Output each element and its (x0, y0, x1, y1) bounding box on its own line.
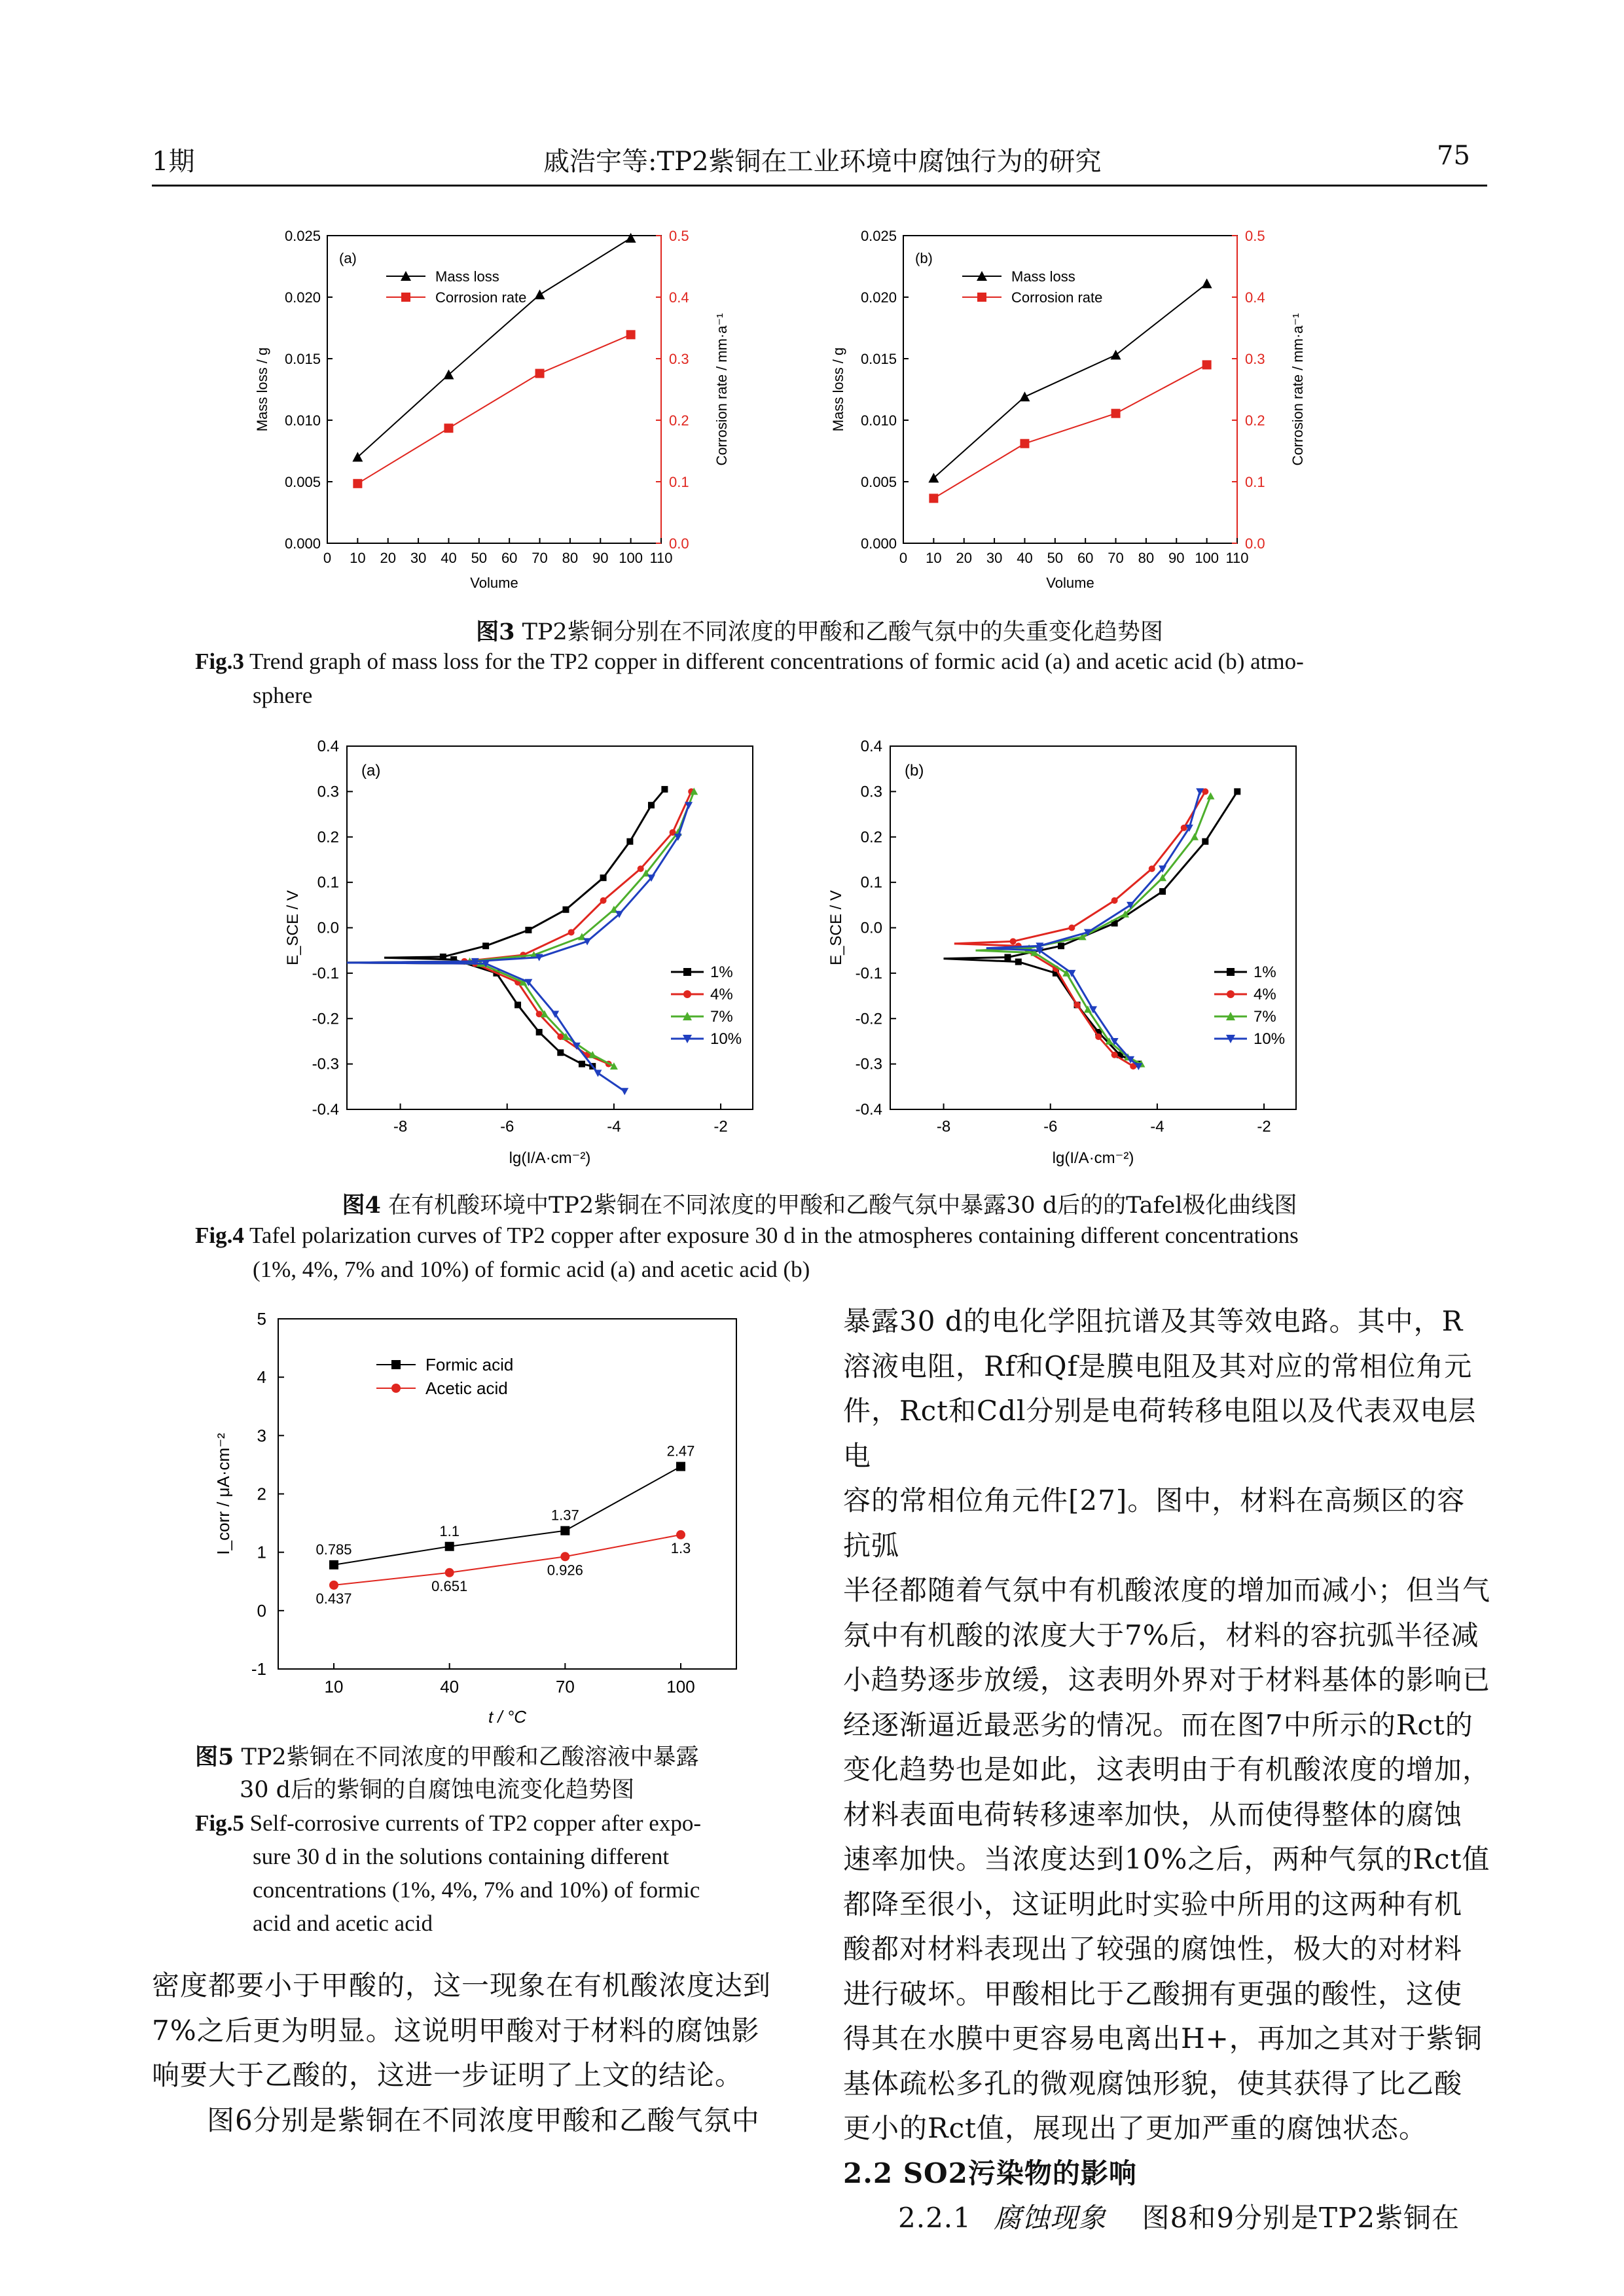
data-point (329, 1581, 338, 1590)
x-axis-label: Volume (1046, 575, 1094, 591)
curve-marker (1010, 938, 1017, 944)
series-line (933, 283, 1206, 478)
data-label: 0.651 (431, 1577, 468, 1594)
fig4-caption-cn-num: 图4 (342, 1192, 381, 1219)
x-tick-label: -6 (500, 1118, 514, 1136)
subsection-title: 腐蚀现象 (994, 2202, 1107, 2234)
subsection-text: 图8和9分别是TP2紫铜在 (1142, 2202, 1460, 2234)
data-point (445, 1542, 454, 1551)
y-tick-label: 0.015 (860, 351, 897, 367)
data-point (626, 233, 636, 243)
data-point (535, 289, 545, 299)
y-axis-label: Mass loss / g (254, 347, 270, 432)
data-point (1111, 350, 1121, 359)
legend-label: 1% (1254, 963, 1276, 981)
y2-tick-label: 0.4 (1245, 289, 1265, 306)
series-line (357, 334, 630, 483)
data-point (329, 1560, 338, 1570)
x-tick-label: 40 (1017, 550, 1033, 566)
y2-axis-label: Corrosion rate / mm·a⁻¹ (713, 313, 730, 466)
right-line: 变化趋势也是如此，这表明由于有机酸浓度的增加， (843, 1753, 1491, 1785)
y-tick-label: 0.005 (860, 474, 897, 490)
data-point (1202, 360, 1212, 369)
left-line: 响要大于乙酸的，这进一步证明了上文的结论。 (152, 2059, 744, 2091)
right-line: 容的常相位角元件[27]。图中，材料在高频区的容抗弧 (843, 1484, 1466, 1562)
series-line (933, 365, 1206, 498)
curve-marker (536, 1029, 543, 1035)
right-line: 都降至很小，这证明此时实验中所用的这两种有机 (843, 1888, 1463, 1920)
right-body-text (843, 1299, 1491, 2241)
curve-marker (600, 874, 607, 881)
y-tick-label: 0.1 (860, 874, 882, 892)
fig3-caption-en-num: Fig.3 (195, 649, 244, 674)
curve-marker (1004, 954, 1011, 961)
curve-marker (1095, 1033, 1102, 1040)
legend-marker (683, 990, 691, 998)
curve-marker (661, 786, 668, 793)
fig3-caption-cn-text: TP2紫铜分别在不同浓度的甲酸和乙酸气氛中的失重变化趋势图 (522, 619, 1163, 645)
fig5-caption-en-1: Self-corrosive currents of TP2 copper after expo- (249, 1810, 701, 1836)
right-line: 小趋势逐步放缓，这表明外界对于材料基体的影响已 (843, 1664, 1491, 1696)
right-line: 半径都随着气氛中有机酸浓度的增加而减小；但当气 (843, 1574, 1491, 1606)
data-point (445, 1568, 454, 1577)
curve-marker (482, 942, 489, 949)
x-axis-label: Volume (470, 575, 518, 591)
legend-label: Corrosion rate (435, 289, 527, 306)
x-tick-label: -2 (713, 1118, 728, 1136)
y-tick-label: 0.010 (860, 412, 897, 429)
series-line (334, 1535, 681, 1585)
y-tick-label: 5 (257, 1309, 266, 1329)
y-tick-label: 0.2 (860, 828, 882, 846)
y-axis-label: E_SCE / V (827, 890, 845, 965)
data-point (535, 369, 545, 378)
curve-anodic (347, 791, 694, 963)
y-tick-label: 2 (257, 1484, 266, 1504)
y-tick-label: 0.025 (284, 228, 321, 244)
y2-tick-label: 0.2 (669, 412, 689, 429)
y-tick-label: 0.020 (860, 289, 897, 306)
data-point (560, 1526, 569, 1535)
legend-label: 10% (710, 1030, 742, 1048)
data-point (626, 330, 636, 339)
curve-marker (638, 865, 644, 872)
right-line: 速率加快。当浓度达到10%之后，两种气氛的Rct值 (843, 1843, 1490, 1875)
fig3-caption-cn (152, 614, 1487, 647)
right-line: 材料表面电荷转移速率加快，从而使得整体的腐蚀 (843, 1798, 1463, 1831)
right-line: 得其在水膜中更容易电离出H+，再加之其对于紫铜 (843, 2022, 1483, 2054)
x-tick-label: 40 (440, 1677, 460, 1696)
y-tick-label: 1 (257, 1542, 266, 1562)
y-tick-label: 0.020 (284, 289, 321, 306)
fig4a-chart (281, 740, 805, 1172)
y-tick-label: -1 (251, 1659, 266, 1679)
y-tick-label: 0 (257, 1600, 266, 1621)
curve-marker (568, 929, 575, 935)
right-line: 基体疏松多孔的微观腐蚀形貌，使其获得了比乙酸 (843, 2067, 1463, 2100)
y-axis-label: I_corr / μA·cm⁻² (213, 1433, 233, 1555)
data-point (1202, 278, 1212, 288)
plot-frame (347, 746, 753, 1109)
curve-marker (600, 897, 607, 904)
legend-label: 1% (710, 963, 733, 981)
curve-marker (1234, 788, 1240, 795)
x-axis-label: lg(I/A·cm⁻²) (1052, 1149, 1134, 1167)
fig5-caption-cn-num: 图5 (195, 1744, 234, 1770)
page-number: 75 (1437, 141, 1470, 171)
section-heading: 2.2 SO2污染物的影响 (843, 2157, 1137, 2189)
x-tick-label: 30 (410, 550, 427, 566)
curve-marker (1111, 1052, 1118, 1058)
curve-marker (1202, 838, 1208, 845)
data-point (676, 1462, 685, 1471)
series-line (334, 1467, 681, 1565)
y2-tick-label: 0.0 (1245, 535, 1265, 552)
legend-label: 7% (710, 1008, 733, 1026)
x-tick-label: 30 (986, 550, 1003, 566)
x-tick-label: -4 (1150, 1118, 1164, 1136)
fig5-caption-en-4: acid and acetic acid (253, 1910, 433, 1936)
fig5-caption-en (195, 1806, 771, 1940)
legend-label: 4% (1254, 986, 1276, 1003)
y-tick-label: -0.2 (855, 1010, 882, 1028)
panel-label: (b) (915, 250, 933, 266)
y-axis-label: Mass loss / g (830, 347, 846, 432)
right-line: 进行破坏。甲酸相比于乙酸拥有更强的酸性，这使 (843, 1977, 1463, 2010)
x-tick-label: -6 (1043, 1118, 1058, 1136)
fig5-chart (196, 1302, 772, 1734)
curve-anodic (976, 796, 1211, 950)
fig3a-chart (249, 223, 772, 602)
data-label: 1.1 (439, 1522, 460, 1539)
left-line: 密度都要小于甲酸的，这一现象在有机酸浓度达到 (152, 1969, 772, 2001)
data-point (1111, 409, 1121, 418)
fig5-caption-en-3: concentrations (1%, 4%, 7% and 10%) of formic (253, 1877, 700, 1903)
data-point (1020, 439, 1029, 448)
x-tick-label: 70 (555, 1677, 575, 1696)
legend-marker (977, 293, 986, 302)
x-tick-label: 10 (926, 550, 942, 566)
y2-tick-label: 0.3 (669, 351, 689, 367)
x-tick-label: 10 (350, 550, 366, 566)
fig5-caption-cn-2: 30 d后的紫铜的自腐蚀电流变化趋势图 (240, 1777, 635, 1803)
x-tick-label: -8 (393, 1118, 408, 1136)
curve-marker (1191, 833, 1199, 840)
x-tick-label: 50 (1047, 550, 1064, 566)
y2-tick-label: 0.3 (1245, 351, 1265, 367)
left-body-text (152, 1964, 787, 2143)
curve-marker (525, 927, 532, 933)
data-point (676, 1530, 685, 1539)
curve-cathodic (976, 950, 1142, 1064)
left-line: 7%之后更为明显。这说明甲酸对于材料的腐蚀影 (152, 2014, 760, 2047)
data-label: 0.785 (316, 1541, 352, 1558)
fig5-caption-cn-1: TP2紫铜在不同浓度的甲酸和乙酸溶液中暴露 (241, 1744, 699, 1770)
y-tick-label: 0.3 (317, 783, 339, 801)
y-tick-label: 0.3 (860, 783, 882, 801)
curve-marker (1074, 1001, 1081, 1008)
fig3-caption-en-2: sphere (253, 683, 313, 708)
data-point (929, 493, 938, 503)
legend-marker (401, 293, 410, 302)
data-point (560, 1552, 569, 1561)
y2-tick-label: 0.1 (669, 474, 689, 490)
y-tick-label: 0.015 (284, 351, 321, 367)
data-point (1019, 391, 1030, 401)
curve-marker (1058, 942, 1064, 949)
y-tick-label: 0.4 (860, 738, 882, 755)
curve-marker (1149, 865, 1155, 872)
curve-marker (557, 1049, 564, 1056)
curve-marker (562, 906, 569, 913)
data-label: 0.437 (316, 1590, 352, 1607)
legend-label: Mass loss (435, 268, 499, 285)
fig3b-chart (825, 223, 1348, 602)
y2-tick-label: 0.5 (1245, 228, 1265, 244)
curve-anodic (347, 791, 691, 963)
legend-label: Formic acid (425, 1355, 514, 1374)
y2-tick-label: 0.4 (669, 289, 689, 306)
right-line: 更小的Rct值，展现出了更加严重的腐蚀状态。 (843, 2112, 1428, 2144)
x-tick-label: -4 (607, 1118, 621, 1136)
data-point (353, 479, 362, 488)
curve-marker (1111, 897, 1118, 904)
y-tick-label: 0.000 (284, 535, 321, 552)
right-line: 酸都对材料表现出了较强的腐蚀性，极大的对材料 (843, 1933, 1463, 1965)
x-tick-label: 80 (562, 550, 579, 566)
data-label: 2.47 (666, 1443, 695, 1460)
x-tick-label: -2 (1257, 1118, 1271, 1136)
y2-tick-label: 0.5 (669, 228, 689, 244)
x-tick-label: 20 (380, 550, 396, 566)
curve-cathodic (347, 963, 609, 1064)
legend-marker (391, 1360, 401, 1369)
fig4-caption-en (195, 1219, 1465, 1287)
x-tick-label: 0 (323, 550, 332, 566)
x-tick-label: 90 (592, 550, 609, 566)
y-tick-label: 0.0 (860, 919, 882, 937)
y-tick-label: 0.000 (860, 535, 897, 552)
x-tick-label: 0 (899, 550, 908, 566)
curve-anodic (954, 791, 1205, 943)
x-axis-label: t / °C (488, 1707, 527, 1727)
fig5-caption-en-2: sure 30 d in the solutions containing different (253, 1844, 670, 1869)
right-line: 经逐渐逼近最恶劣的情况。而在图7中所示的Rct的 (843, 1708, 1473, 1741)
legend-marker (683, 968, 691, 976)
x-tick-label: 110 (649, 550, 673, 566)
legend-label: Corrosion rate (1011, 289, 1103, 306)
curve-cathodic (954, 944, 1133, 1066)
right-line: 氛中有机酸的浓度大于7%后，材料的容抗弧半径减 (843, 1619, 1479, 1651)
curve-marker (1159, 888, 1166, 895)
curve-cathodic (986, 948, 1139, 1066)
curve-cathodic (347, 963, 624, 1091)
x-tick-label: 110 (1225, 550, 1249, 566)
x-tick-label: 90 (1168, 550, 1185, 566)
legend-marker (1227, 990, 1235, 998)
y-tick-label: 0.2 (317, 828, 339, 846)
y-tick-label: -0.1 (312, 964, 339, 982)
fig4-caption-cn (152, 1187, 1487, 1220)
y2-tick-label: 0.1 (1245, 474, 1265, 490)
curve-marker (579, 1061, 585, 1067)
right-line: 暴露30 d的电化学阻抗谱及其等效电路。其中，R (843, 1305, 1464, 1337)
legend-label: 4% (710, 986, 733, 1003)
curve-marker (621, 1088, 628, 1095)
y-tick-label: 0.005 (284, 474, 321, 490)
data-label: 1.3 (670, 1539, 691, 1556)
fig3-caption-en-1: Trend graph of mass loss for the TP2 copper in different concentrations of formic acid (a) and acetic acid (b) atmo- (249, 649, 1304, 674)
curve-marker (1068, 925, 1075, 931)
y-tick-label: 0.4 (317, 738, 339, 755)
x-tick-label: -8 (936, 1118, 951, 1136)
y-tick-label: -0.2 (312, 1010, 339, 1028)
legend-marker (391, 1384, 401, 1393)
header-rule (152, 185, 1487, 187)
panel-label: (b) (905, 762, 924, 780)
y-tick-label: -0.3 (312, 1055, 339, 1073)
subsection-line (843, 2196, 1491, 2241)
journal-issue: 1期 (152, 147, 195, 177)
curve-cathodic (347, 963, 614, 1066)
x-tick-label: 100 (619, 550, 643, 566)
fig3-caption-cn-num: 图3 (476, 619, 515, 645)
y-tick-label: 0.010 (284, 412, 321, 429)
y2-tick-label: 0.0 (669, 535, 689, 552)
fig5-caption-en-num: Fig.5 (195, 1810, 244, 1836)
data-point (444, 423, 453, 433)
legend-marker (1227, 968, 1235, 976)
y-tick-label: -0.1 (855, 964, 882, 982)
curve-marker (648, 802, 655, 808)
y-tick-label: 3 (257, 1426, 266, 1446)
legend-label: Acetic acid (425, 1378, 508, 1398)
curve-marker (626, 838, 633, 845)
curve-marker (514, 1001, 521, 1008)
x-tick-label: 80 (1138, 550, 1155, 566)
y-tick-label: -0.4 (312, 1101, 339, 1119)
fig5-caption-cn (195, 1741, 784, 1806)
data-label: 0.926 (547, 1562, 583, 1579)
y-tick-label: -0.4 (855, 1101, 882, 1119)
panel-label: (a) (361, 762, 381, 780)
left-line: 图6分别是紫铜在不同浓度甲酸和乙酸气氛中 (207, 2104, 760, 2136)
y-tick-label: 4 (257, 1367, 266, 1388)
x-tick-label: 100 (1195, 550, 1219, 566)
x-tick-label: 60 (1077, 550, 1094, 566)
x-tick-label: 60 (501, 550, 518, 566)
x-axis-label: lg(I/A·cm⁻²) (509, 1149, 591, 1167)
curve-marker (1015, 959, 1022, 965)
right-line: 件，Rct和Cdl分别是电荷转移电阻以及代表双电层电 (843, 1395, 1477, 1472)
y-tick-label: 0.0 (317, 919, 339, 937)
x-tick-label: 50 (471, 550, 488, 566)
x-tick-label: 10 (324, 1677, 344, 1696)
fig4-caption-en-1: Tafel polarization curves of TP2 copper after exposure 30 d in the atmospheres containing different concentrations (249, 1223, 1299, 1248)
y2-tick-label: 0.2 (1245, 412, 1265, 429)
x-tick-label: 100 (666, 1677, 695, 1696)
fig4b-chart (825, 740, 1348, 1172)
y2-axis-label: Corrosion rate / mm·a⁻¹ (1290, 313, 1306, 466)
running-title: 戚浩宇等:TP2紫铜在工业环境中腐蚀行为的研究 (543, 147, 1102, 177)
legend-label: 7% (1254, 1008, 1276, 1026)
curve-anodic (384, 789, 664, 958)
panel-label: (a) (339, 250, 357, 266)
y-tick-label: 0.1 (317, 874, 339, 892)
y-axis-label: E_SCE / V (284, 890, 302, 965)
fig3-caption-en (195, 645, 1452, 713)
fig4-caption-en-num: Fig.4 (195, 1223, 244, 1248)
y-tick-label: 0.025 (860, 228, 897, 244)
subsection-number: 2.2.1 (898, 2202, 971, 2234)
x-tick-label: 20 (956, 550, 972, 566)
x-tick-label: 70 (532, 550, 548, 566)
right-line: 溶液电阻，Rf和Qf是膜电阻及其对应的常相位角元 (843, 1350, 1473, 1382)
fig4-caption-cn-text: 在有机酸环境中TP2紫铜在不同浓度的甲酸和乙酸气氛中暴露30 d后的的Tafel极化曲线图 (388, 1193, 1297, 1219)
fig4-caption-en-2: (1%, 4%, 7% and 10%) of formic acid (a) and acetic acid (b) (253, 1257, 810, 1282)
legend-label: 10% (1254, 1030, 1286, 1048)
data-label: 1.37 (550, 1507, 579, 1524)
legend-label: Mass loss (1011, 268, 1075, 285)
y-tick-label: -0.3 (855, 1055, 882, 1073)
x-tick-label: 70 (1108, 550, 1124, 566)
x-tick-label: 40 (441, 550, 457, 566)
